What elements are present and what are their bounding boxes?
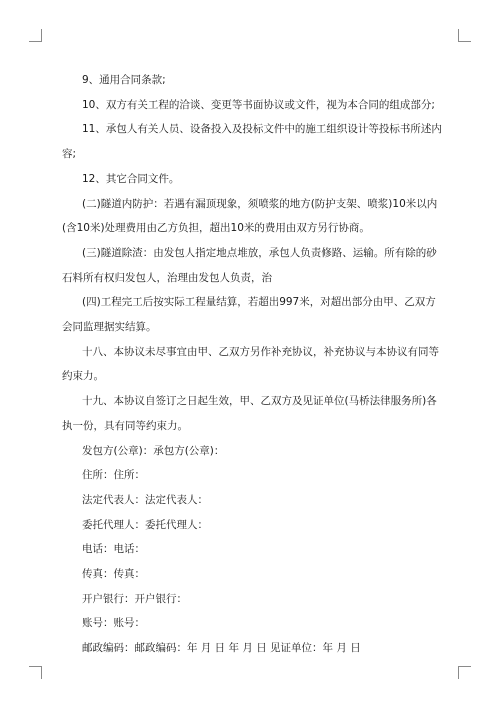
signature-bank-line: 开户银行：开户银行： [82, 592, 187, 605]
signature-account-line: 账号：账号： [82, 617, 145, 630]
signature-legal-rep-line: 法定代表人：法定代表人： [82, 493, 208, 506]
signature-phone-line: 电话：电话： [82, 543, 145, 556]
signature-address-line: 住所：住所： [82, 469, 145, 482]
document-body [62, 68, 442, 661]
tunnel-muck-removal-paragraph: (三)隧道除渣：由发包人指定地点堆放，承包人负责修路、运输。所有除的砂石料所有权归发包人，治理由发包人负责，治 [62, 246, 437, 284]
crop-mark-top-left [29, 29, 42, 42]
signature-agent-line: 委托代理人：委托代理人： [82, 518, 208, 531]
signature-fax-line: 传真：传真： [82, 568, 145, 581]
clause-11: 11、承包人有关人员、设备投入及投标文件中的施工组织设计等投标书所述内容; [62, 123, 442, 161]
article-19-paragraph: 十九、本协议自签订之日起生效，甲、乙双方及见证单位(马桥法律服务所)各执一份，具有同等约束力。 [62, 395, 437, 432]
clause-9: 9、通用合同条款; [82, 74, 166, 86]
signature-postcode-date-line: 邮政编码：邮政编码：年 月 日 年 月 日 见证单位：年 月 日 [82, 642, 361, 655]
crop-mark-bottom-right [458, 666, 471, 679]
tunnel-protection-paragraph: (二)隧道内防护：若遇有漏顶现象，须喷浆的地方(防护支架、喷浆)10米以内(含10米)处理费用由乙方负担，超出10米的费用由双方另行协商。 [62, 197, 438, 235]
crop-mark-top-right [458, 29, 471, 42]
article-18-paragraph: 十八、本协议未尽事宜由甲、乙双方另作补充协议，补充协议与本协议有同等约束力。 [62, 345, 439, 383]
clause-12: 12、其它合同文件。 [82, 172, 180, 185]
signature-seal-line: 发包方(公章)：承包方(公章)： [82, 444, 225, 457]
settlement-paragraph: (四)工程完工后按实际工程量结算，若超出997米，对超出部分由甲、乙双方会同监理据实结算。 [62, 296, 436, 334]
clause-10: 10、双方有关工程的洽谈、变更等书面协议或文件，视为本合同的组成部分; [82, 98, 435, 111]
crop-mark-bottom-left [29, 666, 42, 679]
